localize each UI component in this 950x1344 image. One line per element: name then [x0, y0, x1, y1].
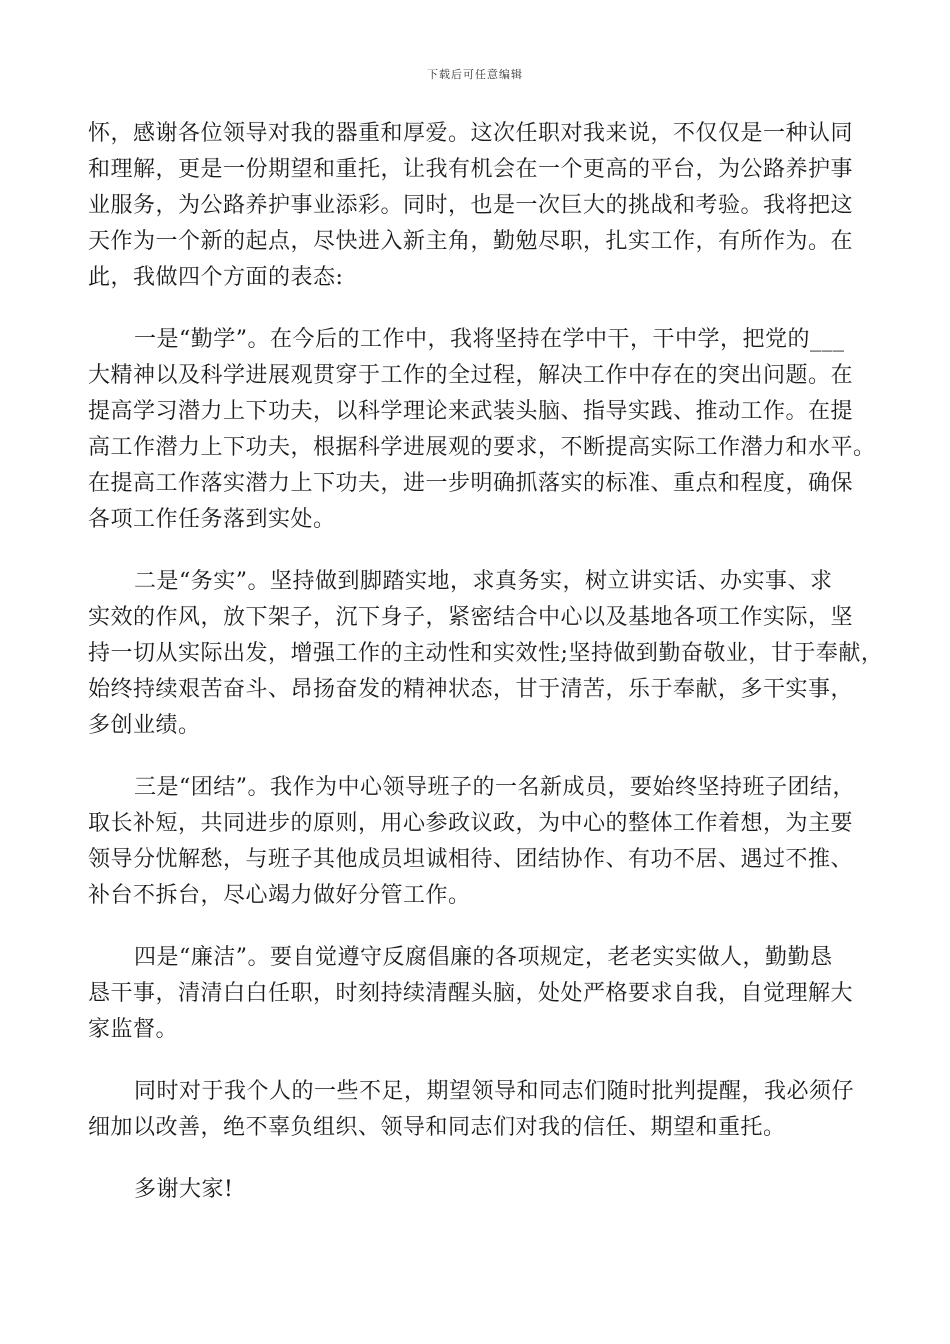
document-body	[88, 116, 884, 1208]
paragraph-intro	[88, 116, 868, 296]
paragraph-pragmatic	[88, 564, 884, 744]
text-line: 此，我做四个方面的表态:	[88, 265, 344, 290]
text-line: 和理解，更是一份期望和重托，让我有机会在一个更高的平台，为公路养护事	[88, 157, 854, 182]
text-line: 补台不拆台，尽心竭力做好分管工作。	[88, 883, 471, 908]
text-line: 提高学习潜力上下功夫，以科学理论来武装头脑、指导实践、推动工作。在提	[88, 399, 854, 424]
text-line: 同时对于我个人的一些不足，期望领导和同志们随时批判提醒，我必须仔	[134, 1079, 855, 1104]
text-line: 始终持续艰苦奋斗、昂扬奋发的精神状态，甘于清苦，乐于奉献，多干实事，	[88, 677, 854, 702]
text-line: 多谢大家!	[134, 1177, 234, 1202]
text-line: 业服务，为公路养护事业添彩。同时，也是一次巨大的挑战和考验。我将把这	[88, 193, 854, 218]
paragraph-shortcomings	[88, 1074, 868, 1146]
header-note: 下载后可任意编辑	[427, 68, 523, 81]
text-line: 天作为一个新的起点，尽快进入新主角，勤勉尽职，扎实工作，有所作为。在	[88, 229, 854, 254]
text-line: 一是“勤学”。在今后的工作中，我将坚持在学中干，干中学，把党的___	[134, 327, 845, 352]
text-line: 多创业绩。	[88, 713, 201, 738]
text-line: 领导分忧解愁，与班子其他成员坦诚相待、团结协作、有功不居、遇过不推、	[88, 847, 854, 872]
text-line: 四是“廉洁”。要自觉遵守反腐倡廉的各项规定，老老实实做人，勤勤恳	[134, 945, 833, 970]
paragraph-thanks	[88, 1172, 868, 1208]
text-line: 持一切从实际出发，增强工作的主动性和实效性;坚持做到勤奋敬业，甘于奉献，	[88, 641, 884, 666]
text-line: 各项工作任务落到实处。	[88, 507, 336, 532]
paragraph-diligent-study	[88, 322, 876, 538]
text-line: 细加以改善，绝不辜负组织、领导和同志们对我的信任、期望和重托。	[88, 1115, 786, 1140]
text-line: 大精神以及科学进展观贯穿于工作的全过程，解决工作中存在的突出问题。在	[88, 363, 854, 388]
text-line: 怀，感谢各位领导对我的器重和厚爱。这次任职对我来说，不仅仅是一种认同	[88, 121, 854, 146]
paragraph-integrity	[88, 940, 868, 1048]
text-line: 高工作潜力上下功夫，根据科学进展观的要求，不断提高实际工作潜力和水平。	[88, 435, 876, 460]
text-line: 家监督。	[88, 1017, 179, 1042]
text-line: 三是“团结”。我作为中心领导班子的一名新成员，要始终坚持班子团结，	[134, 775, 855, 800]
text-line: 取长补短，共同进步的原则，用心参政议政，为中心的整体工作着想，为主要	[88, 811, 854, 836]
paragraph-unity	[88, 770, 868, 914]
text-line: 实效的作风，放下架子，沉下身子，紧密结合中心以及基地各项工作实际，坚	[88, 605, 854, 630]
text-line: 恳干事，清清白白任职，时刻持续清醒头脑，处处严格要求自我，自觉理解大	[88, 981, 854, 1006]
text-line: 在提高工作落实潜力上下功夫，进一步明确抓落实的标准、重点和程度，确保	[88, 471, 854, 496]
text-line: 二是“务实”。坚持做到脚踏实地，求真务实，树立讲实话、办实事、求	[134, 569, 833, 594]
